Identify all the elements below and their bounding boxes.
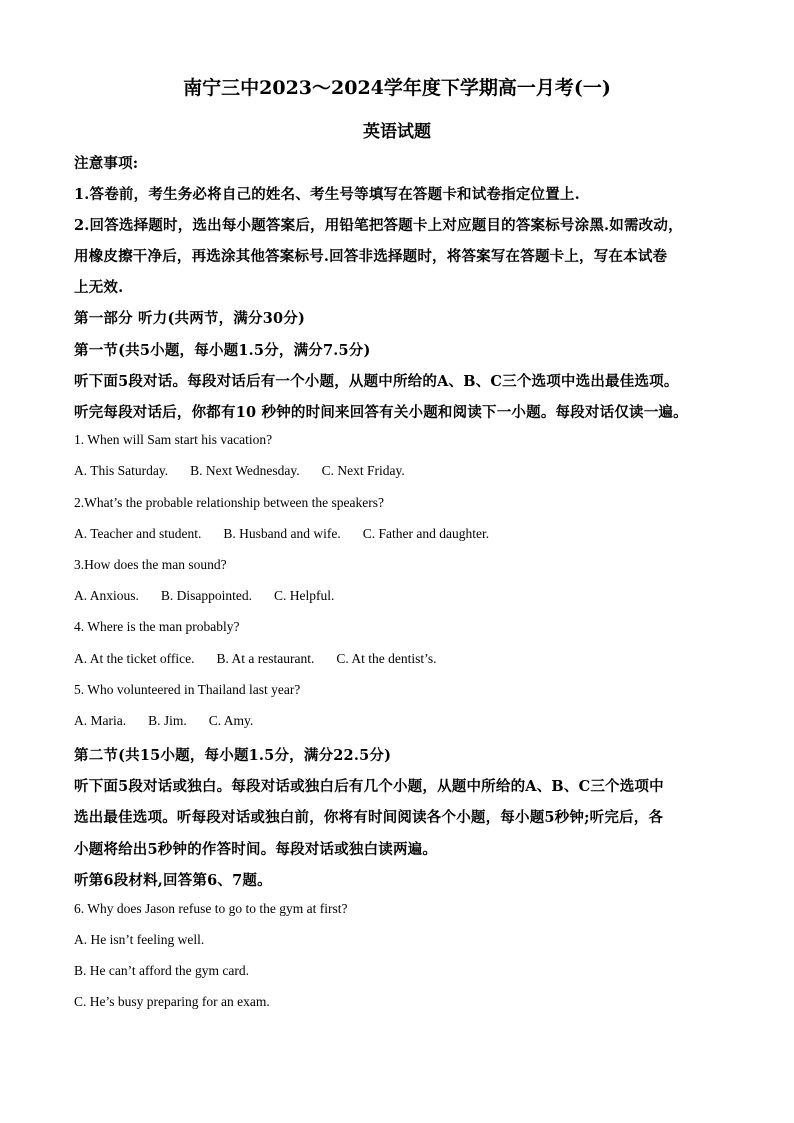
option-a: A. This Saturday. (74, 463, 169, 478)
question-1: 1. When will Sam start his vacation? (74, 432, 273, 447)
option-b: B. Husband and wife. (223, 526, 341, 541)
option-b: B. Disappointed. (160, 588, 253, 603)
option-c: C. At the dentist’s. (336, 651, 437, 666)
exam-title: 南宁三中2023～2024学年度下学期高一月考(一) (183, 77, 611, 99)
question-5-options (74, 713, 275, 729)
section1-heading: 第一节(共5小题，每小题1.5分，满分7.5分) (74, 342, 371, 359)
question-6-option-b: B. He can’t afford the gym card. (74, 963, 249, 978)
question-3: 3.How does the man sound? (74, 557, 227, 572)
option-b: B. Jim. (148, 713, 187, 728)
notice-item-2-line-1: 2.回答选择题时，选出每小题答案后，用铅笔把答题卡上对应题目的答案标号涂黑.如需改动， (74, 217, 683, 234)
part1-heading: 第一部分 听力(共两节，满分30分) (74, 310, 306, 327)
material-6-heading: 听第6段材料,回答第6、7题。 (74, 872, 272, 889)
option-a: A. Teacher and student. (74, 526, 202, 541)
question-6-option-a: A. He isn’t feeling well. (74, 932, 205, 947)
option-c: C. Helpful. (274, 588, 335, 603)
question-6-option-c: C. He’s busy preparing for an exam. (74, 994, 270, 1009)
question-4-options (74, 651, 458, 667)
option-c: C. Father and daughter. (362, 526, 490, 541)
section2-instruction-line-3: 小题将给出5秒钟的作答时间。每段对话或独白读两遍。 (74, 841, 438, 858)
option-a: A. Maria. (74, 713, 127, 728)
notice-heading: 注意事项: (74, 155, 139, 172)
question-2-options (74, 526, 511, 542)
option-a: A. At the ticket office. (74, 651, 195, 666)
question-6: 6. Why does Jason refuse to go to the gym at first? (74, 901, 348, 916)
notice-item-2-line-2: 用橡皮擦干净后，再选涂其他答案标号.回答非选择题时，将答案写在答题卡上，写在本试卷 (74, 248, 668, 265)
option-c: C. Next Friday. (321, 463, 405, 478)
question-2: 2.What’s the probable relationship between the speakers? (74, 495, 385, 510)
notice-item-1: 1.答卷前，考生务必将自己的姓名、考生号等填写在答题卡和试卷指定位置上. (74, 186, 580, 203)
question-4: 4. Where is the man probably? (74, 619, 240, 634)
question-5: 5. Who volunteered in Thailand last year? (74, 682, 301, 697)
notice-item-2-line-3: 上无效. (74, 279, 124, 296)
question-3-options (74, 588, 356, 604)
option-a: A. Anxious. (74, 588, 139, 603)
option-b: B. At a restaurant. (216, 651, 315, 666)
exam-subtitle: 英语试题 (363, 122, 431, 142)
section2-instruction-line-2: 选出最佳选项。听每段对话或独白前，你将有时间阅读各个小题，每小题5秒钟;听完后，各 (74, 809, 664, 826)
section1-instruction-line-1: 听下面5段对话。每段对话后有一个小题，从题中所给的A、B、C三个选项中选出最佳选项。 (74, 373, 679, 390)
section2-instruction-line-1: 听下面5段对话或独白。每段对话或独白后有几个小题，从题中所给的A、B、C三个选项中 (74, 778, 664, 795)
option-c: C. Amy. (208, 713, 254, 728)
question-1-options (74, 463, 427, 479)
section1-instruction-line-2: 听完每段对话后，你都有10 秒钟的时间来回答有关小题和阅读下一小题。每段对话仅读一遍。 (74, 404, 688, 421)
section2-heading: 第二节(共15小题，每小题1.5分，满分22.5分) (74, 747, 392, 764)
option-b: B. Next Wednesday. (190, 463, 300, 478)
